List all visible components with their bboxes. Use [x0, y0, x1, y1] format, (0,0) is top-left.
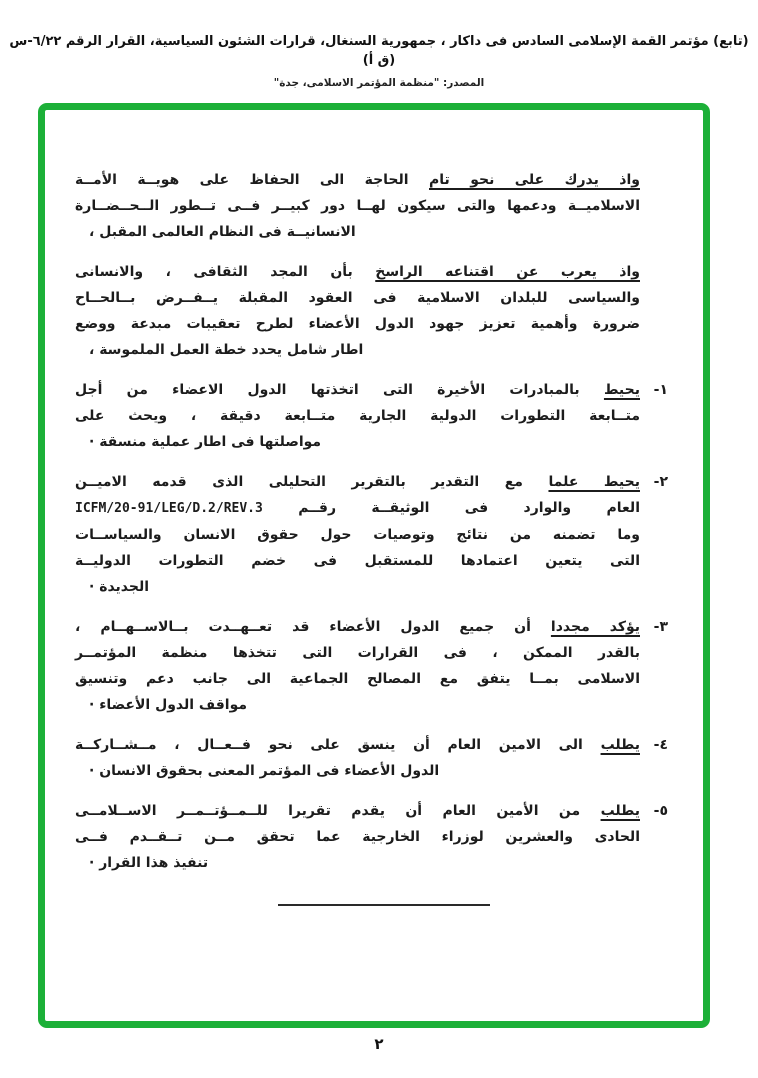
- underlined-lead: يطلب: [600, 737, 640, 753]
- text-line: [75, 850, 640, 876]
- line-text: متــابعة التطورات الدولية الجارية متــابعة دقيقة ، ويحث على: [75, 408, 640, 424]
- text-line: [75, 548, 640, 574]
- resolution-item-3: [75, 614, 668, 718]
- line-text: أن جميع الدول الأعضاء قد تعــهــدت بــالاســهــام ،: [75, 619, 551, 635]
- text-line: [75, 495, 640, 522]
- text-line: [75, 824, 640, 850]
- underlined-lead: يطلب: [600, 803, 640, 819]
- line-text: الاسلامى بمــا يتفق مع المصالح الجماعية الى جانب دعم وتنسيق: [75, 671, 640, 687]
- text-line: [75, 259, 640, 285]
- item-number: ١-: [653, 382, 668, 398]
- document-frame: [38, 103, 710, 1028]
- line-text: وما تضمنه من نتائج وتوصيات حول حقوق الانسان والسياســات: [75, 527, 640, 543]
- page-number: ٢: [374, 1035, 384, 1053]
- line-text: من الأمين العام أن يقدم تقريرا للــمــؤتــمــر الاســلامــى: [75, 803, 601, 819]
- resolution-item-4: [75, 732, 668, 784]
- resolution-item-2: [75, 469, 668, 600]
- line-text: الحادى والعشرين لوزراء الخارجية عما تحقق مــن تــقــدم فــى: [75, 829, 640, 845]
- underlined-lead: واذ يدرك على نحو تام: [429, 172, 640, 188]
- line-text: الحاجة الى الحفاظ على هويــة الأمــة: [75, 172, 429, 188]
- line-text: التى يتعين اعتمادها للمستقبل فى خضم التطورات الدوليــة: [75, 553, 640, 569]
- header-title: (تابع) مؤتمر القمة الإسلامى السادس فى داكار ، جمهورية السنغال، قرارات الشئون السياسية، القرار الرقم ٦/٢٢-س (ق أ): [9, 34, 749, 68]
- underlined-lead: يحيط علما: [548, 474, 640, 490]
- line-text: الجديدة ·: [89, 579, 150, 595]
- item-number: ٤-: [653, 737, 668, 753]
- line-text: تنفيذ هذا القرار ·: [89, 855, 209, 871]
- item-text: [75, 469, 640, 600]
- document-body: [45, 110, 703, 1021]
- item-text: [75, 614, 640, 718]
- text-line: [75, 732, 640, 758]
- line-text: مواصلتها فى اطار عملية منسقة ·: [89, 434, 322, 450]
- line-text: مع التقدير بالتقرير التحليلى الذى قدمه الاميــن: [75, 474, 549, 490]
- page-header: [8, 32, 750, 89]
- header-source: المصدر: "منظمة المؤتمر الاسلامى، جدة": [273, 77, 485, 89]
- text-line: [75, 285, 640, 311]
- text-line: [75, 337, 640, 363]
- text-line: [75, 311, 640, 337]
- item-text: [75, 798, 640, 876]
- item-number: ٢-: [653, 474, 668, 490]
- line-text: مواقف الدول الأعضاء ·: [89, 697, 248, 713]
- line-text: بالقدر الممكن ، فى القرارات التى تتخذها منظمة المؤتمــر: [75, 645, 640, 661]
- line-text: اطار شامل يحدد خطة العمل الملموسة ،: [89, 342, 364, 358]
- text-line: [75, 614, 640, 640]
- line-text: والسياسى للبلدان الاسلامية فى العقود المقبلة يــفــرض بــالحــاح: [75, 290, 640, 306]
- text-line: [75, 640, 640, 666]
- item-number: ٣-: [653, 619, 668, 635]
- resolution-item-1: [75, 377, 668, 455]
- text-line: [75, 193, 640, 219]
- text-line: [75, 574, 640, 600]
- text-line: [75, 469, 640, 495]
- line-text: بأن المجد الثقافى ، والانسانى: [75, 264, 376, 280]
- divider-line: [278, 904, 490, 906]
- text-line: [75, 219, 640, 245]
- preamble-paragraph-1: [75, 167, 640, 245]
- item-text: [75, 377, 640, 455]
- line-text: الاسلاميــة ودعمها والتى سيكون لهــا دور كبيــر فــى تــطور الــحــضــارة: [75, 198, 640, 214]
- text-line: [75, 692, 640, 718]
- line-text: العام والوارد فى الوثيقــة رقــم: [262, 500, 640, 516]
- underlined-lead: يؤكد مجددا: [550, 619, 640, 635]
- line-text: الانسانيــة فى النظام العالمى المقبل ،: [89, 224, 356, 240]
- text-line: [75, 522, 640, 548]
- text-line: [75, 429, 640, 455]
- text-line: [75, 758, 640, 784]
- underlined-lead: يحيط: [603, 382, 640, 398]
- line-text: الدول الأعضاء فى المؤتمر المعنى بحقوق الانسان ·: [89, 763, 440, 779]
- text-line: [75, 167, 640, 193]
- text-line: [75, 403, 640, 429]
- line-text: بالمبادرات الأخيرة التى اتخذتها الدول الاعضاء من أجل: [75, 382, 604, 398]
- preamble-paragraph-2: [75, 259, 640, 363]
- resolution-item-5: [75, 798, 668, 876]
- text-line: [75, 666, 640, 692]
- line-text: الى الامين العام أن ينسق على نحو فــعــال ، مــشــاركــة: [75, 737, 601, 753]
- text-line: [75, 798, 640, 824]
- underlined-lead: واذ يعرب عن اقتناعه الراسخ: [375, 264, 640, 280]
- line-text: ضرورة وأهمية تعزيز جهود الدول الأعضاء لطرح تعقيبات مبدعة ووضع: [75, 316, 640, 332]
- item-text: [75, 732, 640, 784]
- text-line: [75, 377, 640, 403]
- document-reference: ICFM/20-91/LEG/D.2/REV.3: [75, 501, 263, 516]
- item-number: ٥-: [653, 803, 668, 819]
